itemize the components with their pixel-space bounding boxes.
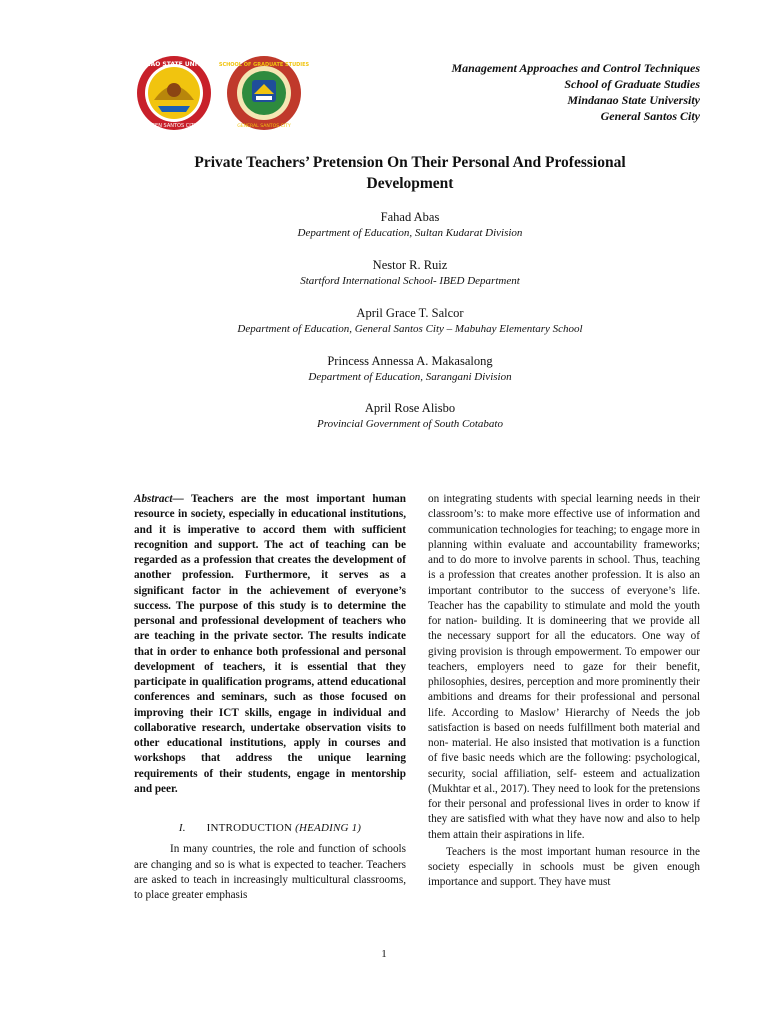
author-name: April Rose Alisbo: [364, 401, 456, 415]
sgs-seal-logo: [218, 54, 310, 132]
paper-title: [110, 152, 710, 194]
author-block: [110, 209, 710, 241]
course-header: [380, 60, 700, 124]
author-affiliation: Provincial Government of South Cotabato: [317, 418, 503, 430]
msu-seal-logo: [122, 54, 226, 132]
author-block: [110, 353, 710, 385]
logo-group: [122, 54, 312, 132]
svg-text:MINDANAO STATE UNIVERSITY: MINDANAO STATE UNIVERSITY: [122, 61, 226, 68]
svg-text:GENERAL SANTOS CITY: GENERAL SANTOS CITY: [237, 124, 291, 129]
author-block: [110, 257, 710, 289]
section-heading: [134, 821, 406, 836]
section-title: INTRODUCTION: [206, 822, 293, 834]
author-affiliation: Department of Education, Sarangani Division: [308, 371, 512, 383]
abstract-dash: —: [172, 493, 191, 505]
right-column: [428, 492, 700, 891]
body-paragraph: Teachers is the most important human resource in the society especially in schools must be given enough importance and support. They have must: [428, 845, 700, 889]
header-line: General Santos City: [600, 109, 700, 123]
section-subtitle: (HEADING 1): [295, 822, 362, 834]
left-column: [134, 492, 406, 903]
abstract-text: Teachers are the most important human resource in society, especially in educational institutions, and it is imperative to accord them with sufficient recognition and support. The act of teaching can be regarded as a profession that creates the development of another profession. Furthermore, it serves as a significant factor in the achievement of everyone’s success. The purpose of this study is to determine the personal and professional development of teachers who are teaching in the private sector. The results indicate that in order to enhance both professional and personal development of teachers, it is essential that they participate in qualification programs, attend educational conferences and seminars, such as those focused on improving their ICT skills, engage in individual and collaborative research, undertake observation visits to other educational institutions, apply in courses and workshops that address the unique learning requirements of their students, engage in mentorship and peer.: [134, 493, 406, 795]
page-number: 1: [381, 948, 387, 960]
body-paragraph: on integrating students with special learning needs in their classroom’s: to make more effective use of information and communication technologies for teaching; to engage more in planning within evaluate and accountability frameworks; and to do more to involve parents in school. Thus, teaching is a profession that creates another profession. It is also an important contributor to the success of everyone’s life. Teacher has the capability to stimulate and mold the youth for nation- building. It is domineering that we provide all the necessary support for all the educators. One way of giving provision is through empowerment. To empower our teachers, employers need to gaze for their benefit, philosophies, desires, perception and more prominently their ambitions and dreams for their professional and personal life. According to Maslow’ Hierarchy of Needs the job satisfaction is based on needs fulfillment both material and non- material. He also insisted that motivation is a function of five basic needs which are the following: psychological, security, social affiliation, self- esteem and actualization (Mukhtar et al., 2017). They need to look for the pretensions for their personal and professional lives in order to know if they are satisfied with what they have now and also to help them attain their aspirations in life.: [428, 493, 700, 841]
title-line: Development: [366, 175, 454, 192]
intro-paragraph: In many countries, the role and function of schools are changing and so is what is expected to teacher. Teachers are asked to teach in increasingly multicultural classrooms, to place greater emphasis: [134, 843, 406, 901]
author-name: Nestor R. Ruiz: [372, 258, 448, 272]
author-affiliation: Department of Education, General Santos City – Mabuhay Elementary School: [237, 323, 583, 335]
title-line: Private Teachers’ Pretension On Their Personal And Professional: [194, 154, 626, 171]
section-number: I.: [178, 822, 186, 834]
header-line: School of Graduate Studies: [564, 77, 700, 91]
abstract: [134, 492, 406, 797]
svg-text:GEN SANTOS CITY: GEN SANTOS CITY: [151, 123, 197, 129]
author-affiliation: Department of Education, Sultan Kudarat Division: [297, 227, 523, 239]
author-name: Princess Annessa A. Makasalong: [327, 354, 493, 368]
author-name: Fahad Abas: [380, 210, 440, 224]
abstract-label: Abstract: [134, 493, 173, 505]
svg-text:SCHOOL OF GRADUATE STUDIES: SCHOOL OF GRADUATE STUDIES: [218, 62, 310, 68]
author-block: [110, 400, 710, 432]
author-affiliation: Startford International School- IBED Department: [300, 275, 520, 287]
author-name: April Grace T. Salcor: [356, 306, 464, 320]
header-line: Management Approaches and Control Techniques: [451, 61, 700, 75]
author-block: [110, 305, 710, 337]
header-line: Mindanao State University: [567, 93, 700, 107]
